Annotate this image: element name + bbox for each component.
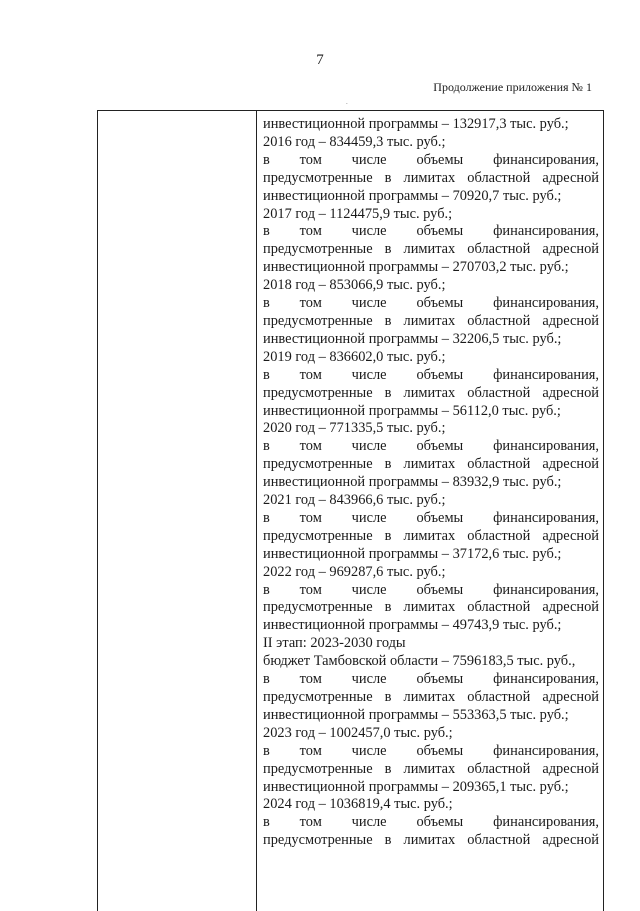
text-line: инвестиционной программы – 49743,9 тыс. руб.; — [263, 617, 562, 634]
text-line: предусмотренные в лимитах областной адресной — [263, 384, 599, 401]
text-line: в том числе объемы финансирования, — [263, 671, 599, 688]
continuation-note: Продолжение приложения № 1 — [433, 80, 592, 94]
column-divider — [256, 111, 257, 911]
text-line: 2024 год – 1036819,4 тыс. руб.; — [263, 796, 453, 813]
financing-table — [97, 110, 604, 911]
text-line: в том числе объемы финансирования, — [263, 295, 599, 312]
text-line: инвестиционной программы – 270703,2 тыс. руб.; — [263, 259, 569, 276]
text-line: в том числе объемы финансирования, — [263, 742, 599, 759]
text-line: 2018 год – 853066,9 тыс. руб.; — [263, 277, 446, 294]
text-line: предусмотренные в лимитах областной адресной — [263, 527, 599, 544]
text-line: инвестиционной программы – 132917,3 тыс. руб.; — [263, 116, 569, 132]
text-line: 2021 год – 843966,6 тыс. руб.; — [263, 492, 446, 509]
text-line: предусмотренные в лимитах областной адресной — [263, 456, 599, 473]
text-line: 2016 год – 834459,3 тыс. руб.; — [263, 133, 446, 150]
text-line: II этап: 2023-2030 годы — [263, 635, 406, 652]
text-line: инвестиционной программы – 553363,5 тыс. руб.; — [263, 706, 569, 723]
text-line: в том числе объемы финансирования, — [263, 814, 599, 831]
text-line: бюджет Тамбовской области – 7596183,5 тыс. руб., — [263, 653, 576, 670]
text-line: предусмотренные в лимитах областной адресной — [263, 599, 599, 616]
text-line: инвестиционной программы – 37172,6 тыс. руб.; — [263, 545, 562, 562]
text-line: инвестиционной программы – 32206,5 тыс. руб.; — [263, 330, 562, 347]
text-line: предусмотренные в лимитах областной адресной — [263, 689, 599, 705]
text-line: в том числе объемы финансирования, — [263, 151, 599, 168]
text-line: инвестиционной программы – 83932,9 тыс. руб.; — [263, 474, 562, 491]
text-line: в том числе объемы финансирования, — [263, 581, 599, 598]
text-line: в том числе объемы финансирования, — [263, 366, 599, 383]
text-line: в том числе объемы финансирования, — [263, 509, 599, 526]
page-number: 7 — [316, 52, 324, 68]
text-line: предусмотренные в лимитах областной адресной — [263, 241, 599, 258]
financing-text-cell — [263, 116, 599, 850]
text-line: предусмотренные в лимитах областной адресной — [263, 169, 599, 186]
text-line: в том числе объемы финансирования, — [263, 438, 599, 455]
text-line: предусмотренные в лимитах областной адресной — [263, 760, 599, 777]
text-line: инвестиционной программы – 209365,1 тыс. руб.; — [263, 778, 569, 795]
text-line: инвестиционной программы – 56112,0 тыс. руб.; — [263, 402, 561, 419]
text-line: предусмотренные в лимитах областной адресной — [263, 312, 599, 329]
text-line: 2019 год – 836602,0 тыс. руб.; — [263, 348, 446, 365]
text-line: предусмотренные в лимитах областной адресной — [263, 832, 599, 849]
text-line: 2023 год – 1002457,0 тыс. руб.; — [263, 724, 453, 741]
text-line: 2017 год – 1124475,9 тыс. руб.; — [263, 205, 453, 222]
text-line: 2020 год – 771335,5 тыс. руб.; — [263, 420, 446, 437]
text-line: 2022 год – 969287,6 тыс. руб.; — [263, 563, 446, 580]
text-line: инвестиционной программы – 70920,7 тыс. руб.; — [263, 187, 562, 204]
scan-speck: . — [346, 98, 348, 106]
text-line: в том числе объемы финансирования, — [263, 223, 599, 240]
